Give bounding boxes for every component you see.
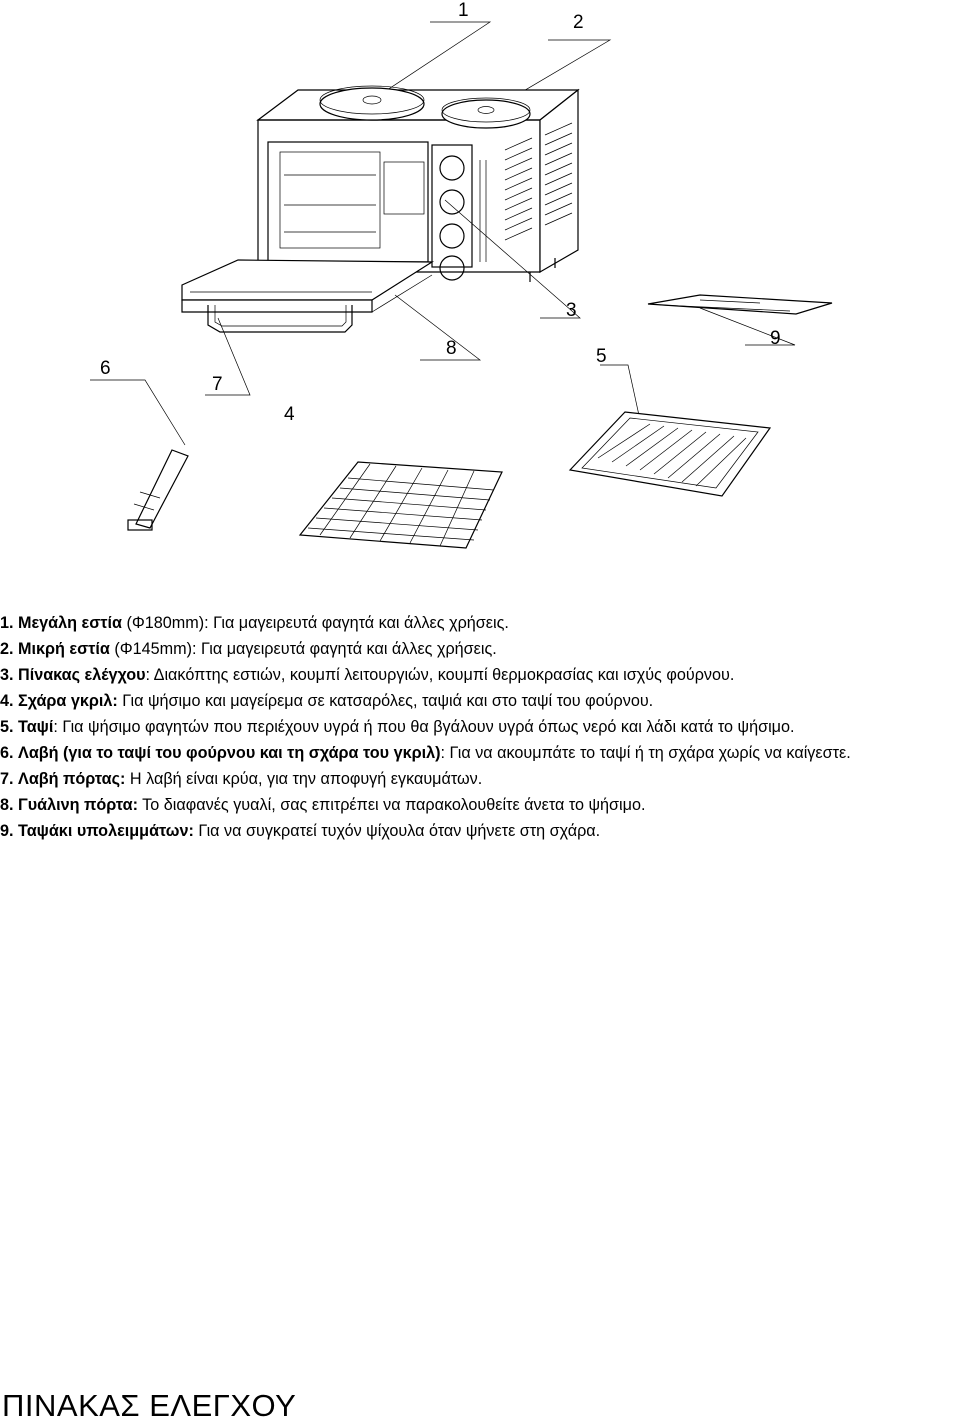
tray-handle	[128, 450, 188, 530]
legend-number: 4.	[0, 692, 14, 710]
legend-number: 8.	[0, 796, 14, 814]
legend-term: Μεγάλη εστία	[18, 614, 122, 632]
legend-term: Μικρή εστία	[18, 640, 110, 658]
parts-diagram	[0, 0, 960, 560]
legend-number: 2.	[0, 640, 14, 658]
callout-6: 6	[100, 358, 111, 379]
legend-item	[0, 610, 960, 636]
parts-legend	[0, 610, 960, 844]
legend-number: 3.	[0, 666, 14, 684]
legend-description: Για ψήσιμο φαγητών που περιέχουν υγρά ή που θα βγάλουν υγρά όπως νερό και λάδι κατά το ψήσιμο.	[57, 718, 795, 736]
legend-description: (Φ145mm): Για μαγειρευτά φαγητά και άλλες χρήσεις.	[109, 640, 497, 658]
legend-item	[0, 636, 960, 662]
legend-number: 9.	[0, 822, 14, 840]
legend-description: Για να ακουμπάτε το ταψί ή τη σχάρα χωρίς να καίγεστε.	[445, 744, 851, 762]
legend-separator: :	[53, 718, 58, 736]
leader-lines	[90, 22, 795, 445]
baking-tray	[570, 412, 770, 496]
legend-number: 7.	[0, 770, 14, 788]
legend-separator: :	[440, 744, 446, 762]
section-title: ΠΙΝΑΚΑΣ ΕΛΕΓΧΟΥ	[2, 1388, 297, 1423]
legend-number: 1.	[0, 614, 14, 632]
callout-3: 3	[566, 300, 577, 321]
legend-term: Γυάλινη πόρτα:	[18, 796, 138, 814]
legend-description: Διακόπτης εστιών, κουμπί λειτουργιών, κουμπί θερμοκρασίας και ισχύς φούρνου.	[150, 666, 735, 684]
callout-7: 7	[212, 374, 223, 395]
legend-item	[0, 818, 960, 844]
legend-term: Σχάρα γκριλ:	[18, 692, 118, 710]
legend-description: (Φ180mm): Για μαγειρευτά φαγητά και άλλες χρήσεις.	[121, 614, 509, 632]
legend-description: Το διαφανές γυαλί, σας επιτρέπει να παρακολουθείτε άνετα το ψήσιμο.	[137, 796, 646, 814]
legend-item	[0, 766, 960, 792]
legend-description: Για ψήσιμο και μαγείρεμα σε κατσαρόλες, ταψιά και στο ταψί του φούρνου.	[117, 692, 654, 710]
legend-term: Ταψί	[18, 718, 54, 736]
callout-2: 2	[573, 12, 584, 33]
legend-item	[0, 662, 960, 688]
legend-item	[0, 792, 960, 818]
crumb-tray	[648, 295, 832, 314]
legend-item	[0, 740, 960, 766]
callout-4: 4	[284, 404, 295, 425]
legend-term: Λαβή πόρτας:	[18, 770, 126, 788]
legend-item	[0, 714, 960, 740]
legend-number: 6.	[0, 744, 14, 762]
oven-body	[258, 86, 578, 282]
legend-description: Για να συγκρατεί τυχόν ψίχουλα όταν ψήνετε στη σχάρα.	[193, 822, 601, 840]
grill-rack	[300, 462, 502, 548]
callout-8: 8	[446, 338, 457, 359]
callout-5: 5	[596, 346, 607, 367]
legend-term: Ταψάκι υπολειμμάτων:	[18, 822, 194, 840]
legend-number: 5.	[0, 718, 14, 736]
callout-1: 1	[458, 0, 469, 21]
oven-illustration	[0, 0, 960, 560]
legend-separator: :	[145, 666, 151, 684]
legend-term: Λαβή (για το ταψί του φούρνου και τη σχάρα του γκριλ)	[18, 744, 441, 762]
legend-description: Η λαβή είναι κρύα, για την αποφυγή εγκαυμάτων.	[125, 770, 483, 788]
legend-item	[0, 688, 960, 714]
callout-9: 9	[770, 328, 781, 349]
legend-term: Πίνακας ελέγχου	[18, 666, 146, 684]
